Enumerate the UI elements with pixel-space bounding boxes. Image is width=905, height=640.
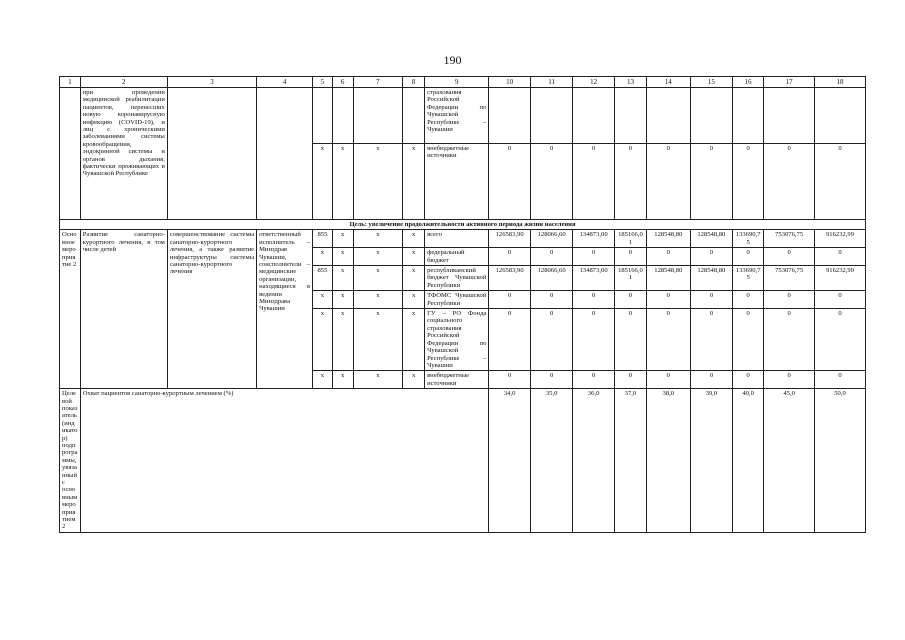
table-row	[60, 88, 866, 144]
value-cell: 50,0	[815, 389, 866, 533]
cell: x	[403, 230, 425, 248]
cell: x	[353, 230, 403, 248]
value-cell: 753076,75	[764, 230, 815, 248]
value-cell: 38,0	[647, 389, 691, 533]
column-number: 11	[530, 77, 573, 88]
value-cell	[764, 88, 815, 144]
value-cell: 0	[530, 144, 573, 220]
cell: x	[332, 230, 353, 248]
value-cell: 0	[764, 248, 815, 266]
cell: 855	[313, 266, 333, 291]
column-number: 15	[690, 77, 733, 88]
goal-heading: Цель: увеличение продолжительности активного периода жизни населения	[60, 220, 866, 230]
indicator-name: Охват пациентов санаторно-курортным лечением (%)	[80, 389, 489, 533]
funding-source: страхования Российской Федерации по Чувашской Республике – Чувашии	[425, 88, 489, 144]
value-cell: 0	[614, 144, 646, 220]
value-cell: 34,0	[489, 389, 530, 533]
value-cell: 0	[733, 309, 764, 371]
value-cell: 0	[573, 309, 614, 371]
value-cell: 0	[489, 291, 530, 309]
cell: x	[403, 248, 425, 266]
funding-source: ТФОМС Чувашской Республики	[425, 291, 489, 309]
value-cell: 0	[647, 144, 691, 220]
value-cell: 134873,00	[573, 230, 614, 248]
value-cell	[573, 88, 614, 144]
column-number: 14	[647, 77, 691, 88]
cell: x	[332, 371, 353, 389]
value-cell: 0	[733, 371, 764, 389]
column-number: 8	[403, 77, 425, 88]
event-description: при проведении медицинской реабилитации пациентов, перенесших новую коронавирусную инфекцию (COVID-19), и лиц с хроническими заболеваниями системы кровообращения, эндокринной системы и органов дыхания, фактически проживающих в Чувашской Республике	[80, 88, 167, 220]
value-cell: 126583,90	[489, 266, 530, 291]
value-cell: 0	[647, 371, 691, 389]
value-cell: 128548,80	[647, 266, 691, 291]
column-number: 12	[573, 77, 614, 88]
cell	[313, 88, 333, 144]
budget-table	[59, 76, 866, 533]
value-cell: 0	[690, 144, 733, 220]
column-number: 10	[489, 77, 530, 88]
value-cell	[690, 88, 733, 144]
value-cell: 0	[614, 248, 646, 266]
cell: x	[313, 248, 333, 266]
cell: x	[353, 309, 403, 371]
funding-source: федеральный бюджет	[425, 248, 489, 266]
cell: x	[313, 371, 333, 389]
value-cell: 128548,80	[690, 266, 733, 291]
value-cell: 0	[764, 371, 815, 389]
value-cell	[647, 88, 691, 144]
value-cell: 0	[647, 309, 691, 371]
value-cell	[530, 88, 573, 144]
column-number: 4	[257, 77, 313, 88]
cell: x	[403, 371, 425, 389]
value-cell	[815, 88, 866, 144]
column-number: 7	[353, 77, 403, 88]
value-cell: 39,0	[690, 389, 733, 533]
value-cell: 0	[489, 248, 530, 266]
value-cell: 0	[489, 144, 530, 220]
column-number: 16	[733, 77, 764, 88]
value-cell: 133690,75	[733, 230, 764, 248]
value-cell: 185166,01	[614, 266, 646, 291]
value-cell: 0	[647, 291, 691, 309]
value-cell: 916232,99	[815, 266, 866, 291]
value-cell: 0	[530, 248, 573, 266]
value-cell: 128066,60	[530, 266, 573, 291]
value-cell: 0	[815, 248, 866, 266]
cell: x	[332, 248, 353, 266]
funding-source: внебюджетные источники	[425, 144, 489, 220]
cell: x	[403, 309, 425, 371]
value-cell: 133690,75	[733, 266, 764, 291]
cell: x	[313, 291, 333, 309]
value-cell: 0	[690, 291, 733, 309]
value-cell: 0	[733, 248, 764, 266]
funding-source: всего	[425, 230, 489, 248]
indicator-row	[60, 389, 866, 533]
table-row	[60, 230, 866, 248]
value-cell: 0	[530, 309, 573, 371]
value-cell: 0	[573, 291, 614, 309]
cell: x	[353, 291, 403, 309]
value-cell: 753076,75	[764, 266, 815, 291]
cell	[353, 88, 403, 144]
value-cell: 0	[530, 371, 573, 389]
value-cell: 0	[690, 248, 733, 266]
cell	[332, 88, 353, 144]
event-description: совершенствование системы санаторно-курортного лечения, а также развитие инфраструктуры системы санаторно-курортного лечения	[167, 230, 256, 389]
value-cell: 0	[647, 248, 691, 266]
column-number: 17	[764, 77, 815, 88]
cell: x	[332, 266, 353, 291]
cell: x	[353, 371, 403, 389]
cell	[403, 88, 425, 144]
value-cell: 0	[573, 144, 614, 220]
value-cell: 0	[690, 309, 733, 371]
cell	[60, 88, 81, 220]
value-cell: 35,0	[530, 389, 573, 533]
event-name: Развитие санаторно-курортного лечения, в том числе детей	[80, 230, 167, 389]
cell	[167, 88, 256, 220]
column-number: 6	[332, 77, 353, 88]
value-cell: 0	[614, 371, 646, 389]
value-cell: 37,0	[614, 389, 646, 533]
value-cell: 185166,01	[614, 230, 646, 248]
value-cell: 0	[733, 291, 764, 309]
value-cell	[489, 88, 530, 144]
column-number: 18	[815, 77, 866, 88]
value-cell: 0	[815, 309, 866, 371]
cell: x	[313, 144, 333, 220]
value-cell: 128066,60	[530, 230, 573, 248]
value-cell: 0	[690, 371, 733, 389]
value-cell: 0	[573, 371, 614, 389]
value-cell: 128548,80	[690, 230, 733, 248]
value-cell: 0	[489, 309, 530, 371]
cell	[257, 88, 313, 220]
indicator-label: Целевой показатель (индикатор) подпрограммы, увязанный с основным мероприятием 2	[60, 389, 81, 533]
cell: x	[353, 266, 403, 291]
value-cell: 0	[573, 248, 614, 266]
value-cell: 0	[530, 291, 573, 309]
value-cell: 0	[489, 371, 530, 389]
event-code: Основное мероприятие 2	[60, 230, 81, 389]
value-cell: 45,0	[764, 389, 815, 533]
cell: x	[313, 309, 333, 371]
value-cell: 128548,80	[647, 230, 691, 248]
value-cell: 916232,99	[815, 230, 866, 248]
value-cell: 0	[815, 144, 866, 220]
value-cell: 0	[764, 309, 815, 371]
column-number: 5	[313, 77, 333, 88]
cell: x	[332, 309, 353, 371]
funding-source: республиканский бюджет Чувашской Республики	[425, 266, 489, 291]
value-cell	[733, 88, 764, 144]
value-cell: 0	[733, 144, 764, 220]
value-cell: 0	[614, 309, 646, 371]
column-number: 9	[425, 77, 489, 88]
cell: 855	[313, 230, 333, 248]
funding-source: ГУ – РО Фонда социального страхования Российской Федерации по Чувашской Республике – Чувашии	[425, 309, 489, 371]
column-number: 1	[60, 77, 81, 88]
value-cell: 0	[764, 144, 815, 220]
value-cell: 126583,90	[489, 230, 530, 248]
goal-row	[60, 220, 866, 230]
value-cell: 40,0	[733, 389, 764, 533]
funding-source: внебюджетные источники	[425, 371, 489, 389]
column-number: 2	[80, 77, 167, 88]
page-number: 190	[443, 53, 462, 67]
cell: x	[353, 248, 403, 266]
event-executor: ответственный исполнитель – Минздрав Чувашии, соисполнители – медицинские организации, находящиеся в ведении Минздрава Чувашии	[257, 230, 313, 389]
cell: x	[332, 144, 353, 220]
value-cell: 0	[815, 291, 866, 309]
cell: x	[403, 291, 425, 309]
cell: x	[332, 291, 353, 309]
cell: x	[353, 144, 403, 220]
value-cell	[614, 88, 646, 144]
value-cell: 0	[614, 291, 646, 309]
column-number: 13	[614, 77, 646, 88]
column-number-row	[60, 77, 866, 88]
value-cell: 36,0	[573, 389, 614, 533]
cell: x	[403, 266, 425, 291]
value-cell: 0	[815, 371, 866, 389]
column-number: 3	[167, 77, 256, 88]
cell: x	[403, 144, 425, 220]
value-cell: 134873,00	[573, 266, 614, 291]
value-cell: 0	[764, 291, 815, 309]
